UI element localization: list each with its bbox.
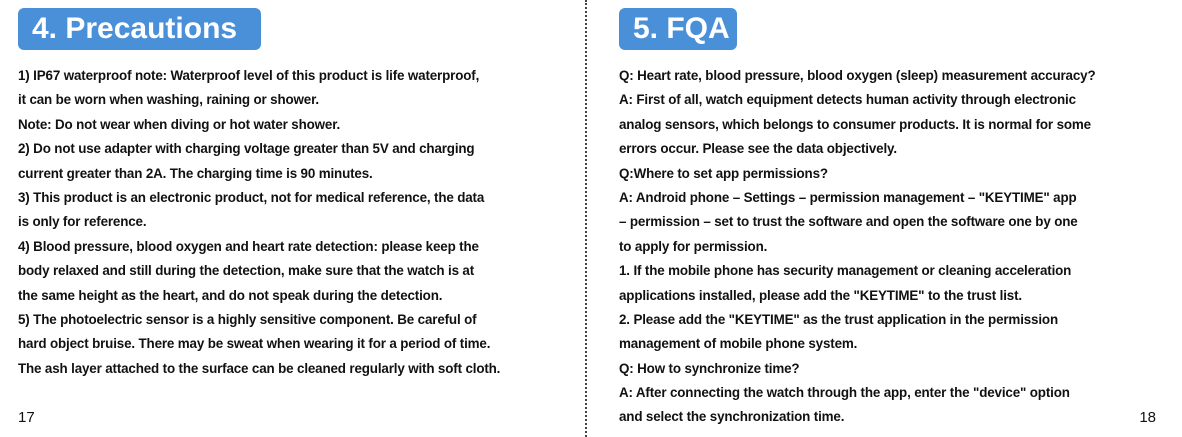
text-line: Q:Where to set app permissions?	[619, 165, 828, 181]
text-line: 1) IP67 waterproof note: Waterproof level of this product is life waterproof,	[18, 68, 480, 83]
text-line: is only for reference.	[18, 214, 147, 230]
page-number-left: 17	[18, 409, 35, 426]
text-line: The ash layer attached to the surface can be cleaned regularly with soft cloth.	[18, 360, 501, 376]
text-line: hard object bruise. There may be sweat when wearing it for a period of time.	[18, 336, 491, 352]
fqa-text	[619, 64, 1174, 430]
text-line: A: Android phone – Settings – permission management – "KEYTIME" app	[619, 189, 1077, 205]
fqa-title: 5. FQA	[619, 8, 737, 50]
text-line: 2. Please add the "KEYTIME" as the trust application in the permission	[619, 311, 1058, 327]
text-line: management of mobile phone system.	[619, 336, 858, 352]
text-line: it can be worn when washing, raining or shower.	[18, 92, 319, 108]
text-line: 1. If the mobile phone has security management or cleaning acceleration	[619, 263, 1072, 279]
text-line: analog sensors, which belongs to consumer products. It is normal for some	[619, 116, 1091, 132]
text-line: body relaxed and still during the detection, make sure that the watch is at	[18, 263, 475, 279]
precautions-text	[18, 64, 573, 381]
text-line: Note: Do not wear when diving or hot water shower.	[18, 116, 341, 132]
text-line: A: After connecting the watch through the app, enter the "device" option	[619, 385, 1070, 401]
text-line: Q: How to synchronize time?	[619, 360, 800, 376]
page-number-right: 18	[1139, 409, 1156, 426]
text-line: 3) This product is an electronic product, not for medical reference, the data	[18, 189, 485, 205]
text-line: A: First of all, watch equipment detects human activity through electronic	[619, 92, 1076, 108]
page-divider	[585, 0, 587, 437]
text-line: current greater than 2A. The charging time is 90 minutes.	[18, 165, 373, 181]
text-line: to apply for permission.	[619, 238, 768, 254]
text-line: 2) Do not use adapter with charging voltage greater than 5V and charging	[18, 141, 475, 157]
left-page	[0, 0, 585, 437]
precautions-title: 4. Precautions	[18, 8, 261, 50]
text-line: the same height as the heart, and do not speak during the detection.	[18, 287, 443, 303]
text-line: Q: Heart rate, blood pressure, blood oxygen (sleep) measurement accuracy?	[619, 68, 1096, 83]
text-line: 4) Blood pressure, blood oxygen and heart rate detection: please keep the	[18, 238, 479, 254]
text-line: – permission – set to trust the software and open the software one by one	[619, 214, 1078, 230]
text-line: errors occur. Please see the data objectively.	[619, 141, 897, 157]
text-line: applications installed, please add the "KEYTIME" to the trust list.	[619, 287, 1022, 303]
text-line: and select the synchronization time.	[619, 409, 845, 425]
text-line: 5) The photoelectric sensor is a highly sensitive component. Be careful of	[18, 311, 477, 327]
right-page	[588, 0, 1182, 437]
